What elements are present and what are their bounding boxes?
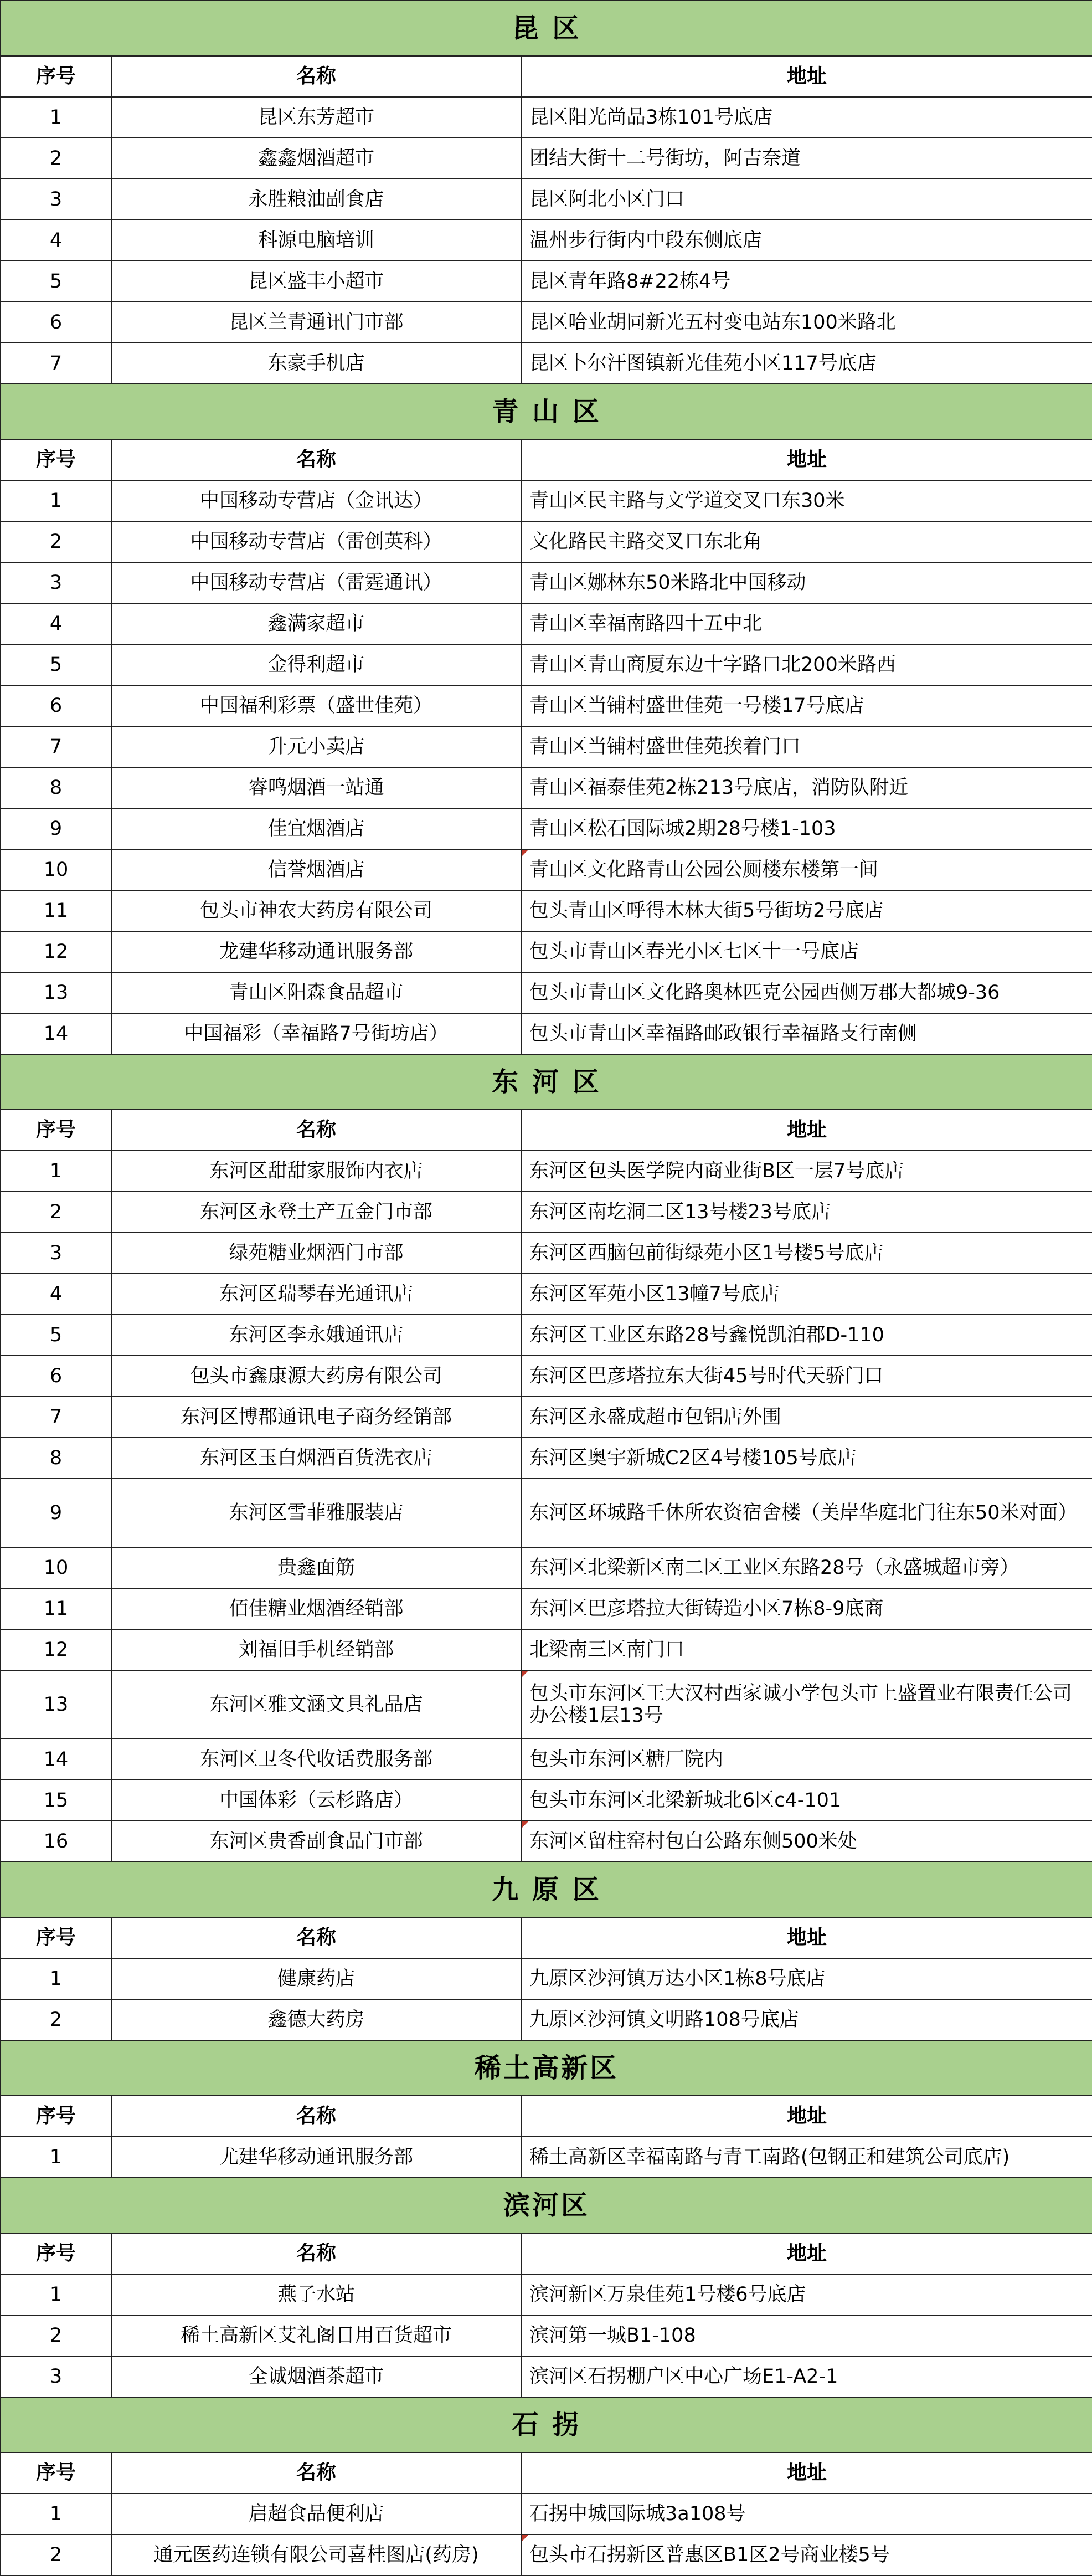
store-address: 青山区当铺村盛世佳苑挨着门口 [521, 726, 1092, 767]
table-row [1, 1629, 1092, 1670]
store-address: 东河区工业区东路28号鑫悦凯泊郡D-110 [521, 1315, 1092, 1356]
region-title: 石 拐 [1, 2397, 1092, 2452]
table-row [1, 2534, 1092, 2575]
row-index: 4 [1, 1274, 111, 1315]
store-name: 东河区博郡通讯电子商务经销部 [111, 1397, 521, 1438]
region-title: 九 原 区 [1, 1862, 1092, 1917]
row-index: 2 [1, 1192, 111, 1233]
column-header-index: 序号 [1, 2233, 111, 2274]
store-address: 东河区环城路千休所农资宿舍楼（美岸华庭北门往东50米对面） [521, 1479, 1092, 1547]
store-address: 包头市青山区幸福路邮政银行幸福路支行南侧 [521, 1013, 1092, 1054]
store-address: 昆区卜尔汗图镇新光佳苑小区117号底店 [521, 343, 1092, 384]
store-name: 通元医药连锁有限公司喜桂图店(药房) [111, 2534, 521, 2575]
store-address: 东河区巴彦塔拉东大街45号时代天骄门口 [521, 1356, 1092, 1397]
row-index: 1 [1, 1151, 111, 1192]
store-address: 石拐中城国际城3a108号 [521, 2493, 1092, 2534]
store-address: 东河区军苑小区13幢7号底店 [521, 1274, 1092, 1315]
table-row [1, 1013, 1092, 1054]
store-address: 昆区哈业胡同新光五村变电站东100米路北 [521, 302, 1092, 343]
store-name: 尤建华移动通讯服务部 [111, 2137, 521, 2178]
table-row [1, 1780, 1092, 1821]
row-index: 12 [1, 1629, 111, 1670]
column-header-address: 地址 [521, 1110, 1092, 1151]
table-row [1, 2493, 1092, 2534]
store-address: 滨河新区万泉佳苑1号楼6号底店 [521, 2274, 1092, 2315]
region-title: 稀土高新区 [1, 2040, 1092, 2096]
store-address: 东河区永盛成超市包铝店外围 [521, 1397, 1092, 1438]
column-header-row [1, 1917, 1092, 1958]
table-row [1, 521, 1092, 562]
store-address: 滨河区石拐棚户区中心广场E1-A2-1 [521, 2356, 1092, 2397]
store-name: 鑫鑫烟酒超市 [111, 138, 521, 179]
table-row [1, 343, 1092, 384]
row-index: 7 [1, 726, 111, 767]
store-name: 昆区东芳超市 [111, 97, 521, 138]
store-address: 东河区留柱窑村包白公路东侧500米处 [521, 1821, 1092, 1862]
column-header-address: 地址 [521, 2096, 1092, 2137]
store-name: 启超食品便利店 [111, 2493, 521, 2534]
region-header-row [1, 1, 1092, 56]
row-index: 1 [1, 97, 111, 138]
table-row [1, 644, 1092, 685]
store-name: 永胜粮油副食店 [111, 179, 521, 220]
column-header-name: 名称 [111, 56, 521, 97]
table-row [1, 1151, 1092, 1192]
store-address: 青山区娜林东50米路北中国移动 [521, 562, 1092, 603]
table-row [1, 1588, 1092, 1629]
column-header-name: 名称 [111, 1110, 521, 1151]
table-row [1, 1356, 1092, 1397]
table-row [1, 603, 1092, 644]
row-index: 1 [1, 480, 111, 521]
column-header-row [1, 2452, 1092, 2493]
region-header-row [1, 2178, 1092, 2233]
store-name: 东河区甜甜家服饰内衣店 [111, 1151, 521, 1192]
table-row [1, 726, 1092, 767]
row-index: 6 [1, 302, 111, 343]
store-address: 青山区文化路青山公园公厕楼东楼第一间 [521, 849, 1092, 890]
store-name: 稀土高新区艾礼阁日用百货超市 [111, 2315, 521, 2356]
column-header-row [1, 2233, 1092, 2274]
store-name: 燕子水站 [111, 2274, 521, 2315]
store-name: 包头市鑫康源大药房有限公司 [111, 1356, 521, 1397]
row-index: 15 [1, 1780, 111, 1821]
row-index: 2 [1, 2315, 111, 2356]
store-name: 佰佳糖业烟酒经销部 [111, 1588, 521, 1629]
row-index: 8 [1, 1438, 111, 1479]
row-index: 16 [1, 1821, 111, 1862]
table-row [1, 480, 1092, 521]
table-row [1, 2137, 1092, 2178]
row-index: 6 [1, 1356, 111, 1397]
table-row [1, 2274, 1092, 2315]
row-index: 6 [1, 685, 111, 726]
row-index: 2 [1, 2534, 111, 2575]
comment-marker-icon [522, 2535, 528, 2542]
store-address: 东河区巴彦塔拉大街铸造小区7栋8-9底商 [521, 1588, 1092, 1629]
table-row [1, 890, 1092, 931]
store-address: 文化路民主路交叉口东北角 [521, 521, 1092, 562]
store-name: 健康药店 [111, 1958, 521, 1999]
column-header-name: 名称 [111, 439, 521, 480]
store-address: 北梁南三区南门口 [521, 1629, 1092, 1670]
store-name: 中国移动专营店（金讯达） [111, 480, 521, 521]
table-row [1, 767, 1092, 808]
store-address: 团结大街十二号街坊，阿吉奈道 [521, 138, 1092, 179]
row-index: 10 [1, 1547, 111, 1588]
table-row [1, 931, 1092, 972]
store-address: 稀土高新区幸福南路与青工南路(包钢正和建筑公司底店) [521, 2137, 1092, 2178]
table-row [1, 1397, 1092, 1438]
store-address: 东河区包头医学院内商业街B区一层7号底店 [521, 1151, 1092, 1192]
store-name: 青山区阳森食品超市 [111, 972, 521, 1013]
store-address: 包头市东河区糖厂院内 [521, 1739, 1092, 1780]
store-name: 金得利超市 [111, 644, 521, 685]
column-header-row [1, 1110, 1092, 1151]
store-name: 东河区雅文涵文具礼品店 [111, 1670, 521, 1739]
row-index: 11 [1, 1588, 111, 1629]
row-index: 2 [1, 1999, 111, 2040]
store-address: 青山区民主路与文学道交叉口东30米 [521, 480, 1092, 521]
store-name: 佳宜烟酒店 [111, 808, 521, 849]
region-header-row [1, 1054, 1092, 1110]
table-row [1, 849, 1092, 890]
region-title: 东 河 区 [1, 1054, 1092, 1110]
store-name: 刘福旧手机经销部 [111, 1629, 521, 1670]
row-index: 7 [1, 343, 111, 384]
store-name: 中国移动专营店（雷霆通讯） [111, 562, 521, 603]
row-index: 12 [1, 931, 111, 972]
row-index: 3 [1, 1233, 111, 1274]
row-index: 13 [1, 972, 111, 1013]
comment-marker-icon [522, 850, 528, 856]
row-index: 7 [1, 1397, 111, 1438]
region-header-row [1, 384, 1092, 439]
column-header-address: 地址 [521, 1917, 1092, 1958]
store-name: 睿鸣烟酒一站通 [111, 767, 521, 808]
row-index: 5 [1, 644, 111, 685]
table-row [1, 685, 1092, 726]
column-header-index: 序号 [1, 56, 111, 97]
store-address: 东河区南圪洞二区13号楼23号底店 [521, 1192, 1092, 1233]
row-index: 14 [1, 1013, 111, 1054]
table-row [1, 1192, 1092, 1233]
column-header-index: 序号 [1, 1110, 111, 1151]
row-index: 3 [1, 179, 111, 220]
store-name: 中国福彩（幸福路7号街坊店） [111, 1013, 521, 1054]
store-address: 包头市东河区北梁新城北6区c4-101 [521, 1780, 1092, 1821]
store-name: 信誉烟酒店 [111, 849, 521, 890]
table-row [1, 1670, 1092, 1739]
row-index: 1 [1, 2493, 111, 2534]
store-address: 东河区奥宇新城C2区4号楼105号底店 [521, 1438, 1092, 1479]
table-row [1, 97, 1092, 138]
table-row [1, 2356, 1092, 2397]
column-header-index: 序号 [1, 2452, 111, 2493]
region-title: 青 山 区 [1, 384, 1092, 439]
store-name: 东河区永登土产五金门市部 [111, 1192, 521, 1233]
column-header-row [1, 439, 1092, 480]
store-address: 包头市青山区春光小区七区十一号底店 [521, 931, 1092, 972]
store-address: 东河区西脑包前街绿苑小区1号楼5号底店 [521, 1233, 1092, 1274]
row-index: 5 [1, 261, 111, 302]
store-address: 昆区阳光尚品3栋101号底店 [521, 97, 1092, 138]
region-title: 滨河区 [1, 2178, 1092, 2233]
store-name: 升元小卖店 [111, 726, 521, 767]
store-address: 青山区松石国际城2期28号楼1-103 [521, 808, 1092, 849]
column-header-address: 地址 [521, 2452, 1092, 2493]
table-row [1, 972, 1092, 1013]
store-address: 九原区沙河镇万达小区1栋8号底店 [521, 1958, 1092, 1999]
column-header-address: 地址 [521, 56, 1092, 97]
column-header-index: 序号 [1, 1917, 111, 1958]
store-name: 东河区李永娥通讯店 [111, 1315, 521, 1356]
row-index: 2 [1, 138, 111, 179]
store-address: 青山区幸福南路四十五中北 [521, 603, 1092, 644]
store-name: 包头市神农大药房有限公司 [111, 890, 521, 931]
store-address: 青山区福泰佳苑2栋213号底店，消防队附近 [521, 767, 1092, 808]
table-row [1, 1233, 1092, 1274]
column-header-name: 名称 [111, 2452, 521, 2493]
column-header-name: 名称 [111, 2096, 521, 2137]
table-row [1, 138, 1092, 179]
comment-marker-icon [522, 1671, 528, 1677]
comment-marker-icon [522, 1821, 528, 1828]
store-name: 昆区盛丰小超市 [111, 261, 521, 302]
row-index: 1 [1, 1958, 111, 1999]
table-row [1, 1739, 1092, 1780]
store-address: 昆区阿北小区门口 [521, 179, 1092, 220]
row-index: 11 [1, 890, 111, 931]
row-index: 9 [1, 1479, 111, 1547]
row-index: 4 [1, 603, 111, 644]
row-index: 1 [1, 2137, 111, 2178]
column-header-index: 序号 [1, 439, 111, 480]
store-name: 贵鑫面筋 [111, 1547, 521, 1588]
store-name: 鑫满家超市 [111, 603, 521, 644]
store-name: 绿苑糖业烟酒门市部 [111, 1233, 521, 1274]
store-address: 滨河第一城B1-108 [521, 2315, 1092, 2356]
store-name: 东河区玉白烟酒百货洗衣店 [111, 1438, 521, 1479]
store-name: 东河区贵香副食品门市部 [111, 1821, 521, 1862]
store-address: 包头市石拐新区普惠区B1区2号商业楼5号 [521, 2534, 1092, 2575]
store-name: 东河区卫冬代收话费服务部 [111, 1739, 521, 1780]
table-row [1, 1438, 1092, 1479]
table-row [1, 220, 1092, 261]
row-index: 13 [1, 1670, 111, 1739]
store-name: 鑫德大药房 [111, 1999, 521, 2040]
column-header-row [1, 56, 1092, 97]
table-row [1, 1274, 1092, 1315]
table-row [1, 302, 1092, 343]
table-row [1, 808, 1092, 849]
column-header-name: 名称 [111, 2233, 521, 2274]
store-name: 东河区瑞琴春光通讯店 [111, 1274, 521, 1315]
table-row [1, 562, 1092, 603]
region-header-row [1, 2040, 1092, 2096]
table-row [1, 1821, 1092, 1862]
row-index: 2 [1, 521, 111, 562]
store-name: 昆区兰青通讯门市部 [111, 302, 521, 343]
store-address: 九原区沙河镇文明路108号底店 [521, 1999, 1092, 2040]
table-row [1, 179, 1092, 220]
store-address: 包头青山区呼得木林大街5号街坊2号底店 [521, 890, 1092, 931]
row-index: 10 [1, 849, 111, 890]
store-address: 包头市东河区王大汉村西家诚小学包头市上盛置业有限责任公司办公楼1层13号 [521, 1670, 1092, 1739]
table-row [1, 1547, 1092, 1588]
store-address: 包头市青山区文化路奥林匹克公园西侧万郡大都城9-36 [521, 972, 1092, 1013]
store-name: 龙建华移动通讯服务部 [111, 931, 521, 972]
store-name: 全诚烟酒茶超市 [111, 2356, 521, 2397]
store-name: 中国体彩（云杉路店） [111, 1780, 521, 1821]
store-name: 东河区雪菲雅服装店 [111, 1479, 521, 1547]
store-address: 青山区当铺村盛世佳苑一号楼17号底店 [521, 685, 1092, 726]
region-title: 昆 区 [1, 1, 1092, 56]
store-address: 昆区青年路8#22栋4号 [521, 261, 1092, 302]
store-address: 温州步行街内中段东侧底店 [521, 220, 1092, 261]
table-row [1, 261, 1092, 302]
store-name: 中国福利彩票（盛世佳苑） [111, 685, 521, 726]
table-row [1, 2315, 1092, 2356]
row-index: 5 [1, 1315, 111, 1356]
region-header-row [1, 2397, 1092, 2452]
column-header-index: 序号 [1, 2096, 111, 2137]
row-index: 1 [1, 2274, 111, 2315]
row-index: 8 [1, 767, 111, 808]
row-index: 9 [1, 808, 111, 849]
table-row [1, 1958, 1092, 1999]
column-header-address: 地址 [521, 439, 1092, 480]
outlet-table-body [1, 1, 1092, 2575]
store-address: 青山区青山商厦东边十字路口北200米路西 [521, 644, 1092, 685]
region-header-row [1, 1862, 1092, 1917]
table-row [1, 1999, 1092, 2040]
column-header-address: 地址 [521, 2233, 1092, 2274]
row-index: 3 [1, 562, 111, 603]
row-index: 14 [1, 1739, 111, 1780]
table-row [1, 1315, 1092, 1356]
column-header-row [1, 2096, 1092, 2137]
row-index: 3 [1, 2356, 111, 2397]
table-row [1, 1479, 1092, 1547]
store-address: 东河区北梁新区南二区工业区东路28号（永盛城超市旁） [521, 1547, 1092, 1588]
store-name: 科源电脑培训 [111, 220, 521, 261]
row-index: 4 [1, 220, 111, 261]
store-name: 东豪手机店 [111, 343, 521, 384]
store-name: 中国移动专营店（雷创英科） [111, 521, 521, 562]
column-header-name: 名称 [111, 1917, 521, 1958]
